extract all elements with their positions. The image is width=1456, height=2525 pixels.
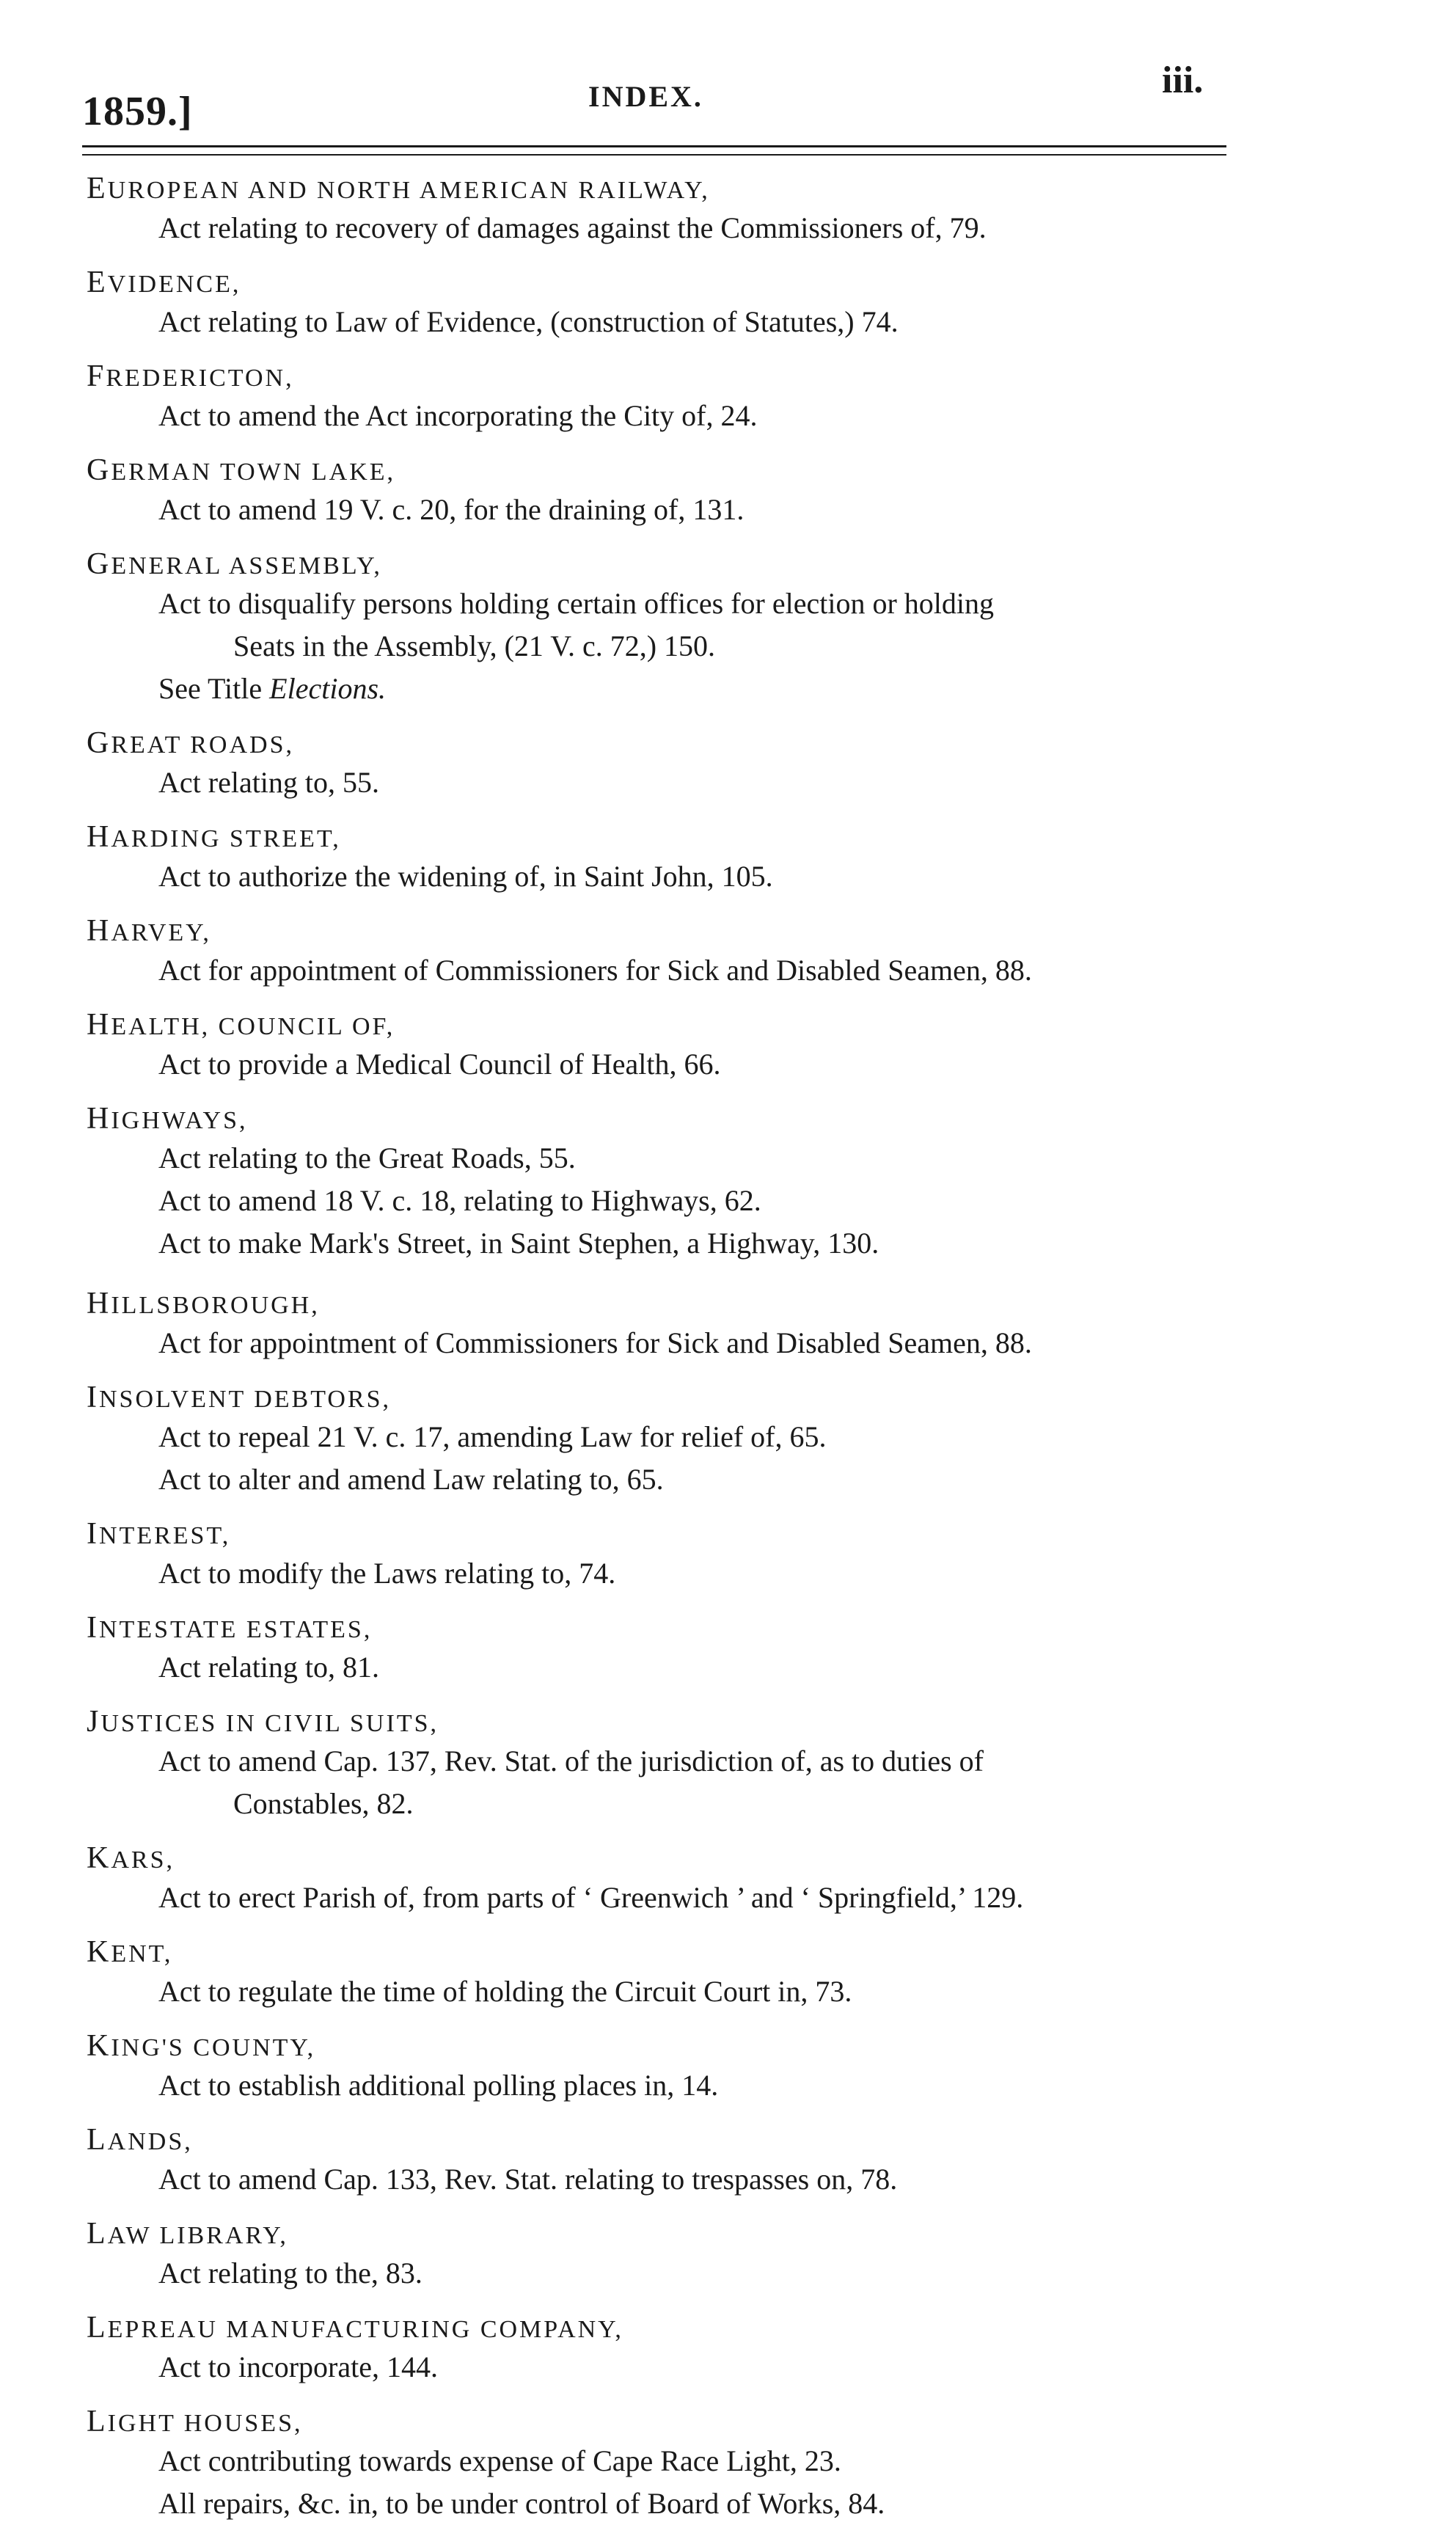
index-entry-intestate-estates (87, 1609, 1289, 1689)
index-entry-kings-county (87, 2028, 1289, 2107)
see-also-target: Elections. (269, 672, 387, 705)
entry-line: Act to modify the Laws relating to, 74. (158, 1557, 616, 1590)
entry-line: Act relating to recovery of damages against the Commissioners of, 79. (158, 211, 987, 244)
entry-heading: KENT, (87, 1935, 173, 1969)
entry-line: Act relating to Law of Evidence, (construction of Statutes,) 74. (158, 305, 899, 338)
entry-line: Act to alter and amend Law relating to, 65. (158, 1463, 664, 1496)
index-entry-justices-civil-suits (87, 1703, 1289, 1825)
entry-heading: JUSTICES IN CIVIL SUITS, (87, 1705, 439, 1739)
entry-line-continuation: Seats in the Assembly, (21 V. c. 72,) 150. (233, 629, 716, 662)
index-entry-kars (87, 1840, 1289, 1919)
entry-line: Act to erect Parish of, from parts of ‘ Greenwich ’ and ‘ Springfield,’ 129. (158, 1881, 1024, 1914)
index-entry-evidence (87, 264, 1289, 343)
entry-line: Act to amend 18 V. c. 18, relating to Highways, 62. (158, 1184, 761, 1217)
entry-line: Act to disqualify persons holding certain offices for election or holding (158, 587, 994, 620)
entry-heading: LIGHT HOUSES, (87, 2405, 303, 2438)
entry-line: Act to make Mark's Street, in Saint Stephen, a Highway, 130. (158, 1227, 879, 1260)
entry-heading: LANDS, (87, 2123, 193, 2157)
entry-heading: KARS, (87, 1841, 175, 1875)
entry-line: Act to establish additional polling places in, 14. (158, 2069, 719, 2102)
index-entry-light-houses (87, 2403, 1289, 2525)
entry-line: Act to repeal 21 V. c. 17, amending Law for relief of, 65. (158, 1420, 827, 1453)
entry-heading: EUROPEAN AND NORTH AMERICAN RAILWAY, (87, 172, 710, 205)
entry-line: Act to amend the Act incorporating the City of, 24. (158, 399, 758, 432)
index-entry-harding-street (87, 819, 1289, 898)
entry-line: Act to amend Cap. 133, Rev. Stat. relating to trespasses on, 78. (158, 2163, 898, 2196)
header-rule-top (82, 145, 1226, 147)
entry-line: All repairs, &c. in, to be under control of Board of Works, 84. (158, 2487, 885, 2520)
index-entries (87, 170, 1289, 2525)
entry-line-continuation: Constables, 82. (233, 1787, 414, 1820)
entry-line: Act contributing towards expense of Cape Race Light, 23. (158, 2444, 841, 2477)
see-also-prefix: See Title (158, 672, 263, 705)
entry-line: Act to amend 19 V. c. 20, for the draining of, 131. (158, 493, 745, 526)
index-entry-great-roads (87, 725, 1289, 804)
entry-heading: HEALTH, COUNCIL OF, (87, 1008, 395, 1042)
entry-heading: INSOLVENT DEBTORS, (87, 1381, 391, 1414)
index-entry-interest (87, 1516, 1289, 1595)
index-entry-highways (87, 1100, 1289, 1265)
index-entry-european-railway (87, 170, 1289, 249)
header-page-number: iii. (1162, 59, 1204, 101)
entry-line: Act relating to the, 83. (158, 2257, 422, 2290)
index-entry-hillsborough (87, 1285, 1289, 1364)
entry-line: Act for appointment of Commissioners for Sick and Disabled Seamen, 88. (158, 954, 1032, 987)
entry-heading: GERMAN TOWN LAKE, (87, 453, 396, 487)
see-also-reference (87, 668, 1289, 710)
entry-heading: INTEREST, (87, 1517, 231, 1551)
entry-line: Act to incorporate, 144. (158, 2350, 438, 2383)
index-entry-health-council (87, 1006, 1289, 1086)
entry-line: Act to regulate the time of holding the Circuit Court in, 73. (158, 1975, 852, 2008)
entry-heading: FREDERICTON, (87, 359, 294, 393)
index-entry-insolvent-debtors (87, 1379, 1289, 1501)
index-entry-general-assembly (87, 546, 1289, 710)
entry-heading: HARVEY, (87, 914, 211, 948)
entry-heading: EVIDENCE, (87, 266, 241, 299)
entry-heading: KING'S COUNTY, (87, 2029, 316, 2063)
header-year: 1859.] (82, 89, 193, 134)
index-entry-lands (87, 2122, 1289, 2201)
header-title: INDEX. (588, 80, 703, 113)
entry-heading: HARDING STREET, (87, 820, 341, 854)
entry-heading: INTESTATE ESTATES, (87, 1611, 373, 1645)
entry-line: Act relating to, 81. (158, 1651, 380, 1684)
entry-heading: GENERAL ASSEMBLY, (87, 547, 382, 581)
entry-line: Act to amend Cap. 137, Rev. Stat. of the jurisdiction of, as to duties of (158, 1744, 984, 1777)
page-header (82, 59, 1226, 139)
header-rule-bottom (82, 154, 1226, 156)
index-entry-law-library (87, 2215, 1289, 2295)
entry-line: Act to authorize the widening of, in Saint John, 105. (158, 860, 773, 893)
entry-line: Act relating to the Great Roads, 55. (158, 1141, 576, 1174)
index-entry-kent (87, 1934, 1289, 2013)
entry-line: Act to provide a Medical Council of Health, 66. (158, 1048, 721, 1081)
entry-line: Act relating to, 55. (158, 766, 380, 799)
index-entry-lepreau-manufacturing (87, 2309, 1289, 2389)
index-entry-fredericton (87, 358, 1289, 437)
index-entry-harvey (87, 913, 1289, 992)
index-entry-german-town-lake (87, 452, 1289, 531)
entry-heading: LAW LIBRARY, (87, 2217, 288, 2251)
entry-heading: HIGHWAYS, (87, 1102, 248, 1136)
entry-heading: HILLSBOROUGH, (87, 1287, 320, 1320)
entry-heading: GREAT ROADS, (87, 726, 294, 760)
entry-line: Act for appointment of Commissioners for Sick and Disabled Seamen, 88. (158, 1326, 1032, 1359)
entry-heading: LEPREAU MANUFACTURING COMPANY, (87, 2311, 623, 2345)
